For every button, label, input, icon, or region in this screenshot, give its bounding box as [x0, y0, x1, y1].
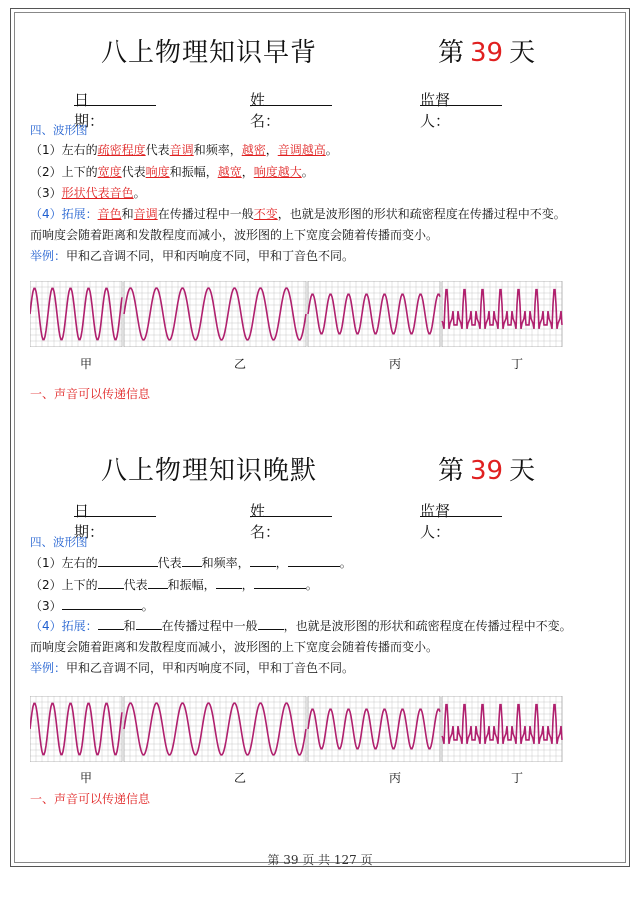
section-heading: 四、波形图	[30, 123, 88, 137]
supervisor-blank[interactable]	[420, 89, 502, 106]
day-number: 39	[470, 38, 504, 68]
title-row	[0, 32, 640, 72]
wave-ding	[442, 281, 562, 347]
waveform-figure	[30, 696, 565, 762]
date-label: 日期：	[74, 91, 105, 130]
page-title: 八上物理知识早背	[101, 38, 318, 68]
fill-blank[interactable]	[216, 576, 242, 589]
fill-blank[interactable]	[62, 597, 142, 610]
wave-label-bing: 丙	[389, 357, 402, 371]
fill-blank[interactable]	[136, 617, 162, 630]
day-suffix: 天	[509, 38, 536, 68]
fill-blank[interactable]	[98, 576, 124, 589]
day-counter	[438, 450, 535, 487]
info-row	[0, 500, 640, 541]
supervisor-blank[interactable]	[420, 500, 502, 517]
name-blank[interactable]	[250, 89, 332, 106]
day-prefix: 第	[438, 456, 465, 486]
wave-bing	[308, 281, 440, 347]
wave-label-bing: 丙	[389, 771, 402, 785]
title-row	[0, 450, 640, 490]
date-blank[interactable]	[74, 500, 156, 517]
line-3: （3）形状代表音色。	[30, 186, 146, 200]
waveform-figure	[30, 281, 565, 347]
line-5: 而响度会随着距离和发散程度而减小，波形图的上下宽度会随着传播而变小。	[30, 640, 439, 654]
fill-blank[interactable]	[182, 554, 202, 567]
wave-label-yi: 乙	[234, 357, 247, 371]
fill-blank[interactable]	[254, 576, 306, 589]
trailing-note: 一、声音可以传递信息	[30, 387, 151, 401]
day-prefix: 第	[438, 38, 465, 68]
wave-label-ding: 丁	[511, 771, 524, 785]
day-counter	[438, 32, 535, 69]
fill-blank[interactable]	[98, 617, 124, 630]
supervisor-label: 监督人：	[420, 91, 451, 130]
wave-label-jia: 甲	[80, 357, 93, 371]
line-2: （2）上下的 代表 和振幅， ， 。	[30, 578, 318, 592]
wave-label-yi: 乙	[234, 771, 247, 785]
day-suffix: 天	[509, 456, 536, 486]
date-blank[interactable]	[74, 89, 156, 106]
line-1: （1）左右的 代表 和频率， ， 。	[30, 556, 352, 570]
wave-jia	[30, 281, 122, 347]
line-2: （2）上下的宽度代表响度和振幅，越宽，响度越大。	[30, 165, 314, 179]
date-label: 日期：	[74, 502, 105, 541]
supervisor-label: 监督人：	[420, 502, 451, 541]
wave-jia	[30, 696, 122, 762]
fill-blank[interactable]	[98, 554, 158, 567]
wave-yi	[124, 281, 306, 347]
wave-ding	[442, 696, 562, 762]
line-4: （4）拓展： 和 在传播过程中一般 ，也就是波形图的形状和疏密程度在传播过程中不变。	[30, 619, 572, 633]
wave-bing	[308, 696, 440, 762]
line-5: 而响度会随着距离和发散程度而减小，波形图的上下宽度会随着传播而变小。	[30, 228, 439, 242]
example-line: 举例：甲和乙音调不同，甲和丙响度不同，甲和丁音色不同。	[30, 249, 355, 263]
fill-blank[interactable]	[288, 554, 340, 567]
example-line: 举例：甲和乙音调不同，甲和丙响度不同，甲和丁音色不同。	[30, 661, 355, 675]
wave-yi	[124, 696, 306, 762]
page-footer: 第 39 页 共 127 页	[267, 853, 373, 867]
name-blank[interactable]	[250, 500, 332, 517]
trailing-note: 一、声音可以传递信息	[30, 792, 151, 806]
line-1: （1）左右的疏密程度代表音调和频率，越密，音调越高。	[30, 143, 338, 157]
name-label: 姓名：	[250, 91, 281, 130]
fill-blank[interactable]	[250, 554, 276, 567]
line-3: （3） 。	[30, 599, 154, 613]
section-heading: 四、波形图	[30, 535, 88, 549]
name-label: 姓名：	[250, 502, 281, 541]
fill-blank[interactable]	[148, 576, 168, 589]
line-4: （4）拓展：音色和音调在传播过程中一般不变，也就是波形图的形状和疏密程度在传播过程中不变。	[30, 207, 566, 221]
fill-blank[interactable]	[258, 617, 284, 630]
day-number: 39	[470, 456, 504, 486]
wave-label-jia: 甲	[80, 771, 93, 785]
page-title: 八上物理知识晚默	[101, 456, 318, 486]
wave-label-ding: 丁	[511, 357, 524, 371]
